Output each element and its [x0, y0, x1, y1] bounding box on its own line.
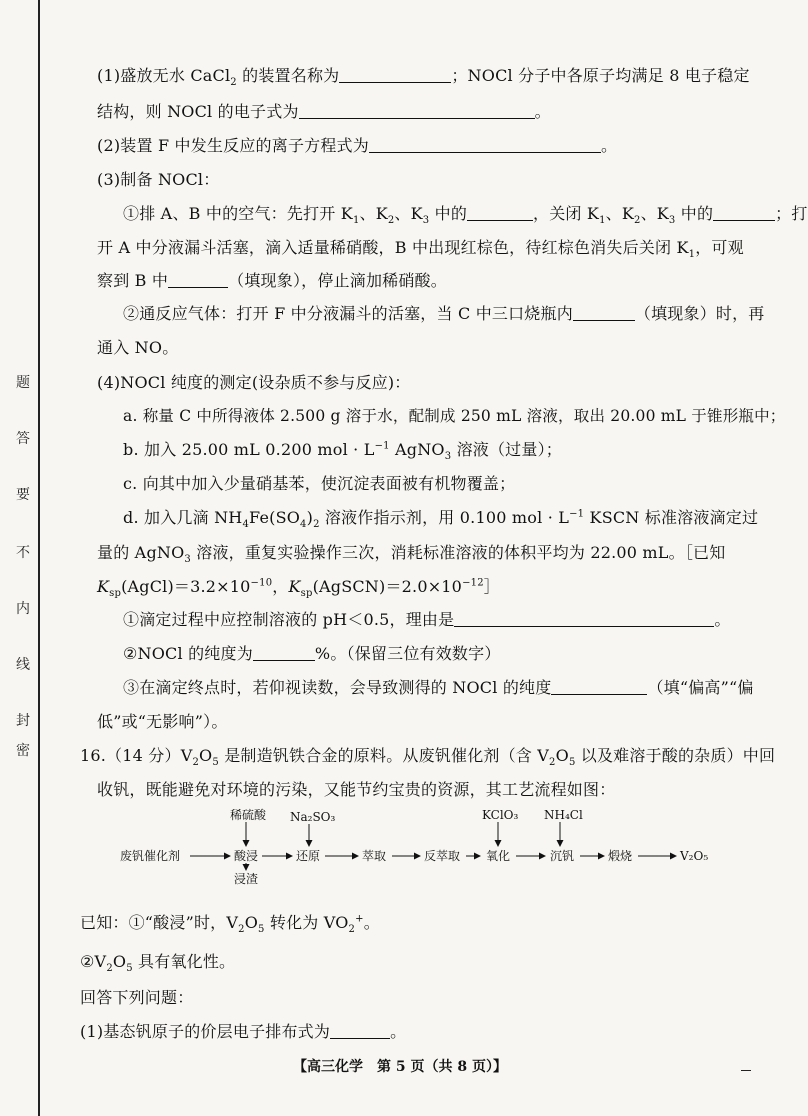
step-d-line1: d. 加入几滴 $NH_4Fe(SO_4)_2$ 溶液作指示剂，用 0.100 mol · $L^{-1}$ KSCN 标准溶液滴定过: [123, 508, 759, 531]
flow-end-product: V₂O₅: [680, 849, 709, 863]
answer-blank[interactable]: [713, 206, 775, 221]
margin-char: 封: [16, 713, 30, 729]
answer-blank[interactable]: [369, 138, 601, 153]
reagent-sodium-sulfite: Na₂SO₃: [290, 810, 336, 824]
margin-char: 内: [16, 601, 30, 617]
q15-part2: (2)装置 F 中发生反应的离子方程式为 。: [97, 136, 618, 155]
flow-arrows: [120, 808, 720, 888]
sub-question-2: ②NOCl 的纯度为 %。（保留三位有效数字）: [123, 644, 501, 663]
binding-line: [38, 0, 40, 1116]
margin-char: 不: [16, 545, 30, 561]
answer-blank[interactable]: [551, 680, 647, 695]
corner-mark: [741, 1070, 751, 1071]
step-b: b. 加入 25.00 mL 0.200 mol · $L^{-1}$ AgNO$_3$ 溶液（过量）；: [123, 440, 562, 463]
answer-blank[interactable]: [573, 306, 635, 321]
answer-blank[interactable]: [330, 1024, 390, 1039]
flow-step-back-extract: 反萃取: [424, 849, 461, 863]
q15-part3-1-line1: ①排 A、B 中的空气：先打开 $K_1$、$K_2$、$K_3$ 中的 ，关闭 $K_1$、$K_2$、$K_3$ 中的 ；打: [123, 204, 808, 227]
reagent-dilute-sulfuric-acid: 稀硫酸: [230, 808, 267, 822]
reagent-potassium-chlorate: KClO₃: [482, 808, 519, 822]
q15-part4: (4)NOCl 纯度的测定(设杂质不参与反应)：: [97, 373, 411, 392]
flow-step-calcine: 煅烧: [608, 849, 633, 863]
flow-start: 废钒催化剂: [120, 849, 181, 863]
margin-char: 线: [16, 657, 30, 673]
sub-question-3-line1: ③在滴定终点时，若仰视读数，会导致测得的 NOCl 的纯度 （填“偏高”“偏: [123, 678, 754, 697]
answer-blank[interactable]: [168, 273, 228, 288]
answer-blank[interactable]: [339, 68, 451, 83]
q15-part1-line2: 结构，则 NOCl 的电子式为 。: [97, 102, 551, 121]
q15-part1-line1: (1)盛放无水 CaCl$_2$ 的装置名称为 ；NOCl 分子中各原子均满足 8 电子稳定: [97, 66, 750, 89]
flow-step-reduce: 还原: [296, 849, 321, 863]
answer-blank[interactable]: [454, 612, 714, 627]
flow-residue: 浸渣: [234, 872, 259, 886]
answer-blank[interactable]: [299, 104, 535, 119]
answer-intro: 回答下列问题：: [80, 988, 194, 1007]
flow-step-oxidize: 氧化: [486, 849, 511, 863]
q15-part3-1-line2: 开 A 中分液漏斗活塞，滴入适量稀硝酸，B 中出现红棕色，待红棕色消失后关闭 $K_1$，可观: [97, 238, 744, 261]
sub-question-3-line2: 低”或“无影响”）。: [97, 712, 228, 731]
margin-char: 题: [16, 375, 30, 391]
page-footer: 【高三化学 第 5 页（共 8 页）】: [293, 1059, 507, 1075]
q16-line2: 收钒，既能避免对环境的污染，又能节约宝贵的资源，其工艺流程如图：: [97, 780, 616, 799]
answer-blank[interactable]: [467, 206, 533, 221]
known-1: 已知：①“酸浸”时，$V_2O_5$ 转化为 $VO_2^+$。: [80, 913, 380, 936]
answer-blank[interactable]: [253, 646, 315, 661]
ksp-values: $K_{sp}(AgCl)=3.2\times 10^{-10}$，$K_{sp}(AgSCN)=2.0\times 10^{-12}]$: [97, 577, 500, 600]
q16-line1: 16.（14 分）$V_2O_5$ 是制造钒铁合金的原料。从废钒催化剂（含 $V_2O_5$ 以及难溶于酸的杂质）中回: [80, 746, 776, 769]
known-2: $②V_2O_5$ 具有氧化性。: [80, 952, 236, 975]
margin-char: 要: [16, 487, 30, 503]
sub-question-1: ①滴定过程中应控制溶液的 pH＜0.5，理由是 。: [123, 610, 731, 629]
q16-part1: (1)基态钒原子的价层电子排布式为 。: [80, 1022, 407, 1041]
step-a: a. 称量 C 中所得液体 2.500 g 溶于水，配制成 250 mL 溶液，取出 20.00 mL 于锥形瓶中；: [123, 407, 786, 425]
flow-step-acid-leach: 酸浸: [234, 849, 259, 863]
q15-part3-2-line2: 通入 NO。: [97, 338, 179, 357]
flow-step-extract: 萃取: [362, 849, 387, 863]
margin-char: 密: [16, 743, 30, 759]
q15-part3: (3)制备 NOCl：: [97, 170, 220, 189]
step-c: c. 向其中加入少量硝基苯，使沉淀表面被有机物覆盖；: [123, 474, 516, 493]
process-flow-diagram: [120, 808, 720, 888]
margin-char: 答: [16, 431, 30, 447]
step-d-line2: 量的 AgNO$_3$ 溶液，重复实验操作三次，消耗标准溶液的体积平均为 22.00 mL。［已知: [97, 543, 726, 566]
flow-step-precipitate: 沉钒: [550, 849, 575, 863]
reagent-ammonium-chloride: NH₄Cl: [544, 808, 583, 822]
q15-part3-1-line3: 察到 B 中 （填现象），停止滴加稀硝酸。: [97, 271, 447, 290]
q15-part3-2-line1: ②通反应气体：打开 F 中分液漏斗的活塞，当 C 中三口烧瓶内 （填现象）时，再: [123, 304, 765, 323]
